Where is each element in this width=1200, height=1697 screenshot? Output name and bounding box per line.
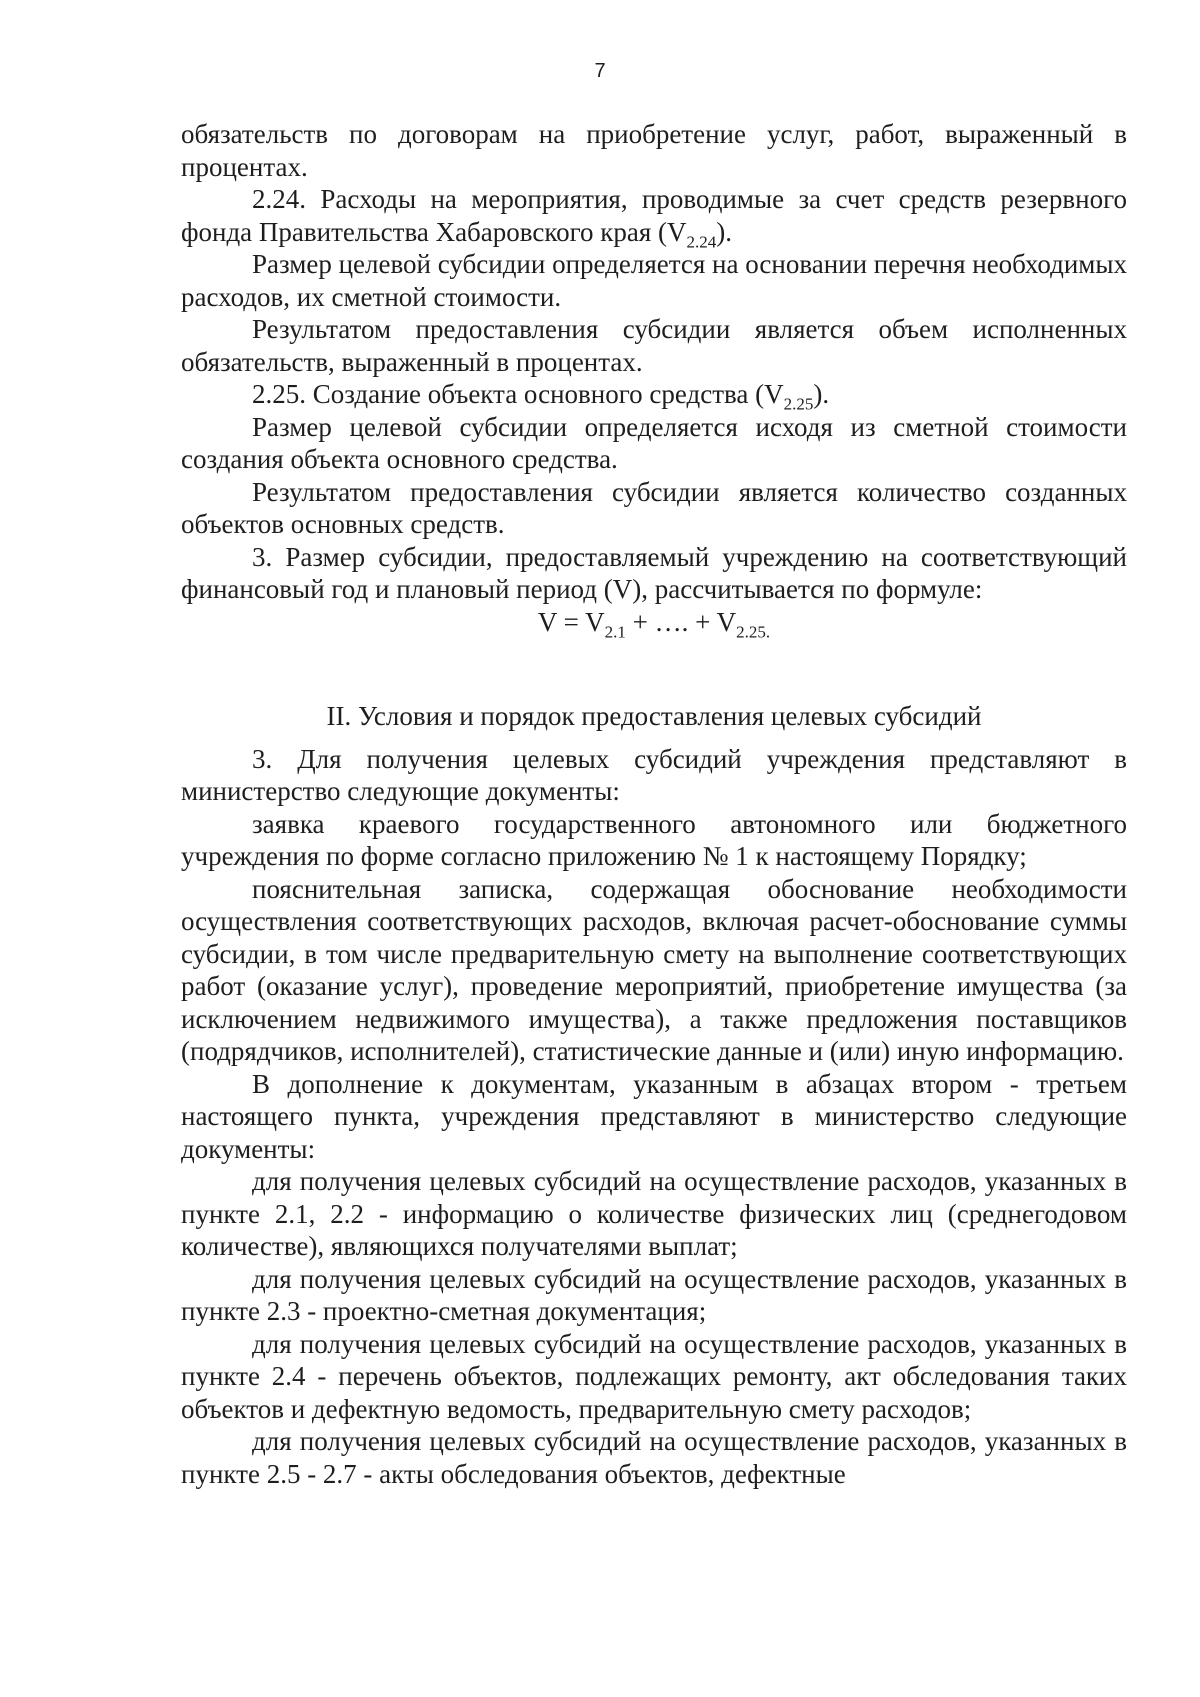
- paragraph: Размер целевой субсидии определяется на основании перечня необходимых расходов, их сметной стоимости.: [181, 249, 1127, 312]
- paragraph: заявка краевого государственного автономного или бюджетного учреждения по форме согласно приложению № 1 к настоящему Порядку;: [181, 808, 1127, 871]
- paragraph: пояснительная записка, содержащая обоснование необходимости осуществления соответствующих расходов, включая расчет-обоснование суммы субсидии, в том числе предварительную смету на выполнение соответствующих работ (оказание услуг), проведение мероприятий, приобретение имущества (за исключением недвижимого имущества), а также предложения поставщиков (подрядчиков, исполнителей), статистические данные и (или) иную информацию.: [181, 873, 1127, 1066]
- paragraph: обязательств по договорам на приобретение услуг, работ, выраженный в процентах.: [181, 119, 1127, 182]
- paragraph: Размер целевой субсидии определяется исходя из сметной стоимости создания объекта основного средства.: [181, 411, 1127, 474]
- document-body: [181, 118, 1127, 1490]
- paragraph: для получения целевых субсидий на осуществление расходов, указанных в пункте 2.1, 2.2 - информацию о количестве физических лиц (среднегодовом количестве), являющихся получателями выплат;: [181, 1166, 1127, 1261]
- paragraph: Результатом предоставления субсидии является количество созданных объектов основных средств.: [181, 476, 1127, 539]
- paragraph: для получения целевых субсидий на осуществление расходов, указанных в пункте 2.3 - проектно-сметная документация;: [181, 1263, 1127, 1326]
- paragraph-item-2-24: 2.24. Расходы на мероприятия, проводимые за счет средств резервного фонда Правительства Хабаровского края $(V_{2.24})$.: [181, 184, 1127, 251]
- paragraph-item-3: 3. Размер субсидии, предоставляемый учреждению на соответствующий финансовый год и плановый период (V), рассчитывается по формуле:: [181, 541, 1127, 604]
- paragraph-item-2-25: 2.25. Создание объекта основного средства $(V_{2.25})$.: [252, 379, 830, 414]
- paragraph: В дополнение к документам, указанным в абзацах втором - третьем настоящего пункта, учреждения представляют в министерство следующие документы:: [181, 1068, 1127, 1164]
- paragraph: Результатом предоставления субсидии является объем исполненных обязательств, выраженный в процентах.: [181, 314, 1127, 377]
- paragraph: 3. Для получения целевых субсидий учреждения представляют в министерство следующие документы:: [181, 743, 1127, 806]
- paragraph: для получения целевых субсидий на осуществление расходов, указанных в пункте 2.5 - 2.7 - акты обследования объектов, дефектные: [181, 1426, 1127, 1489]
- section-heading: II. Условия и порядок предоставления целевых субсидий: [326, 701, 982, 731]
- paragraph: для получения целевых субсидий на осуществление расходов, указанных в пункте 2.4 - перечень объектов, подлежащих ремонту, акт обследования таких объектов и дефектную ведомость, предварительную смету расходов;: [181, 1328, 1127, 1424]
- page-number: 7: [594, 60, 606, 82]
- formula: $V = V_{2.1}$ + …. + $V_{2.25.}$: [537, 606, 771, 641]
